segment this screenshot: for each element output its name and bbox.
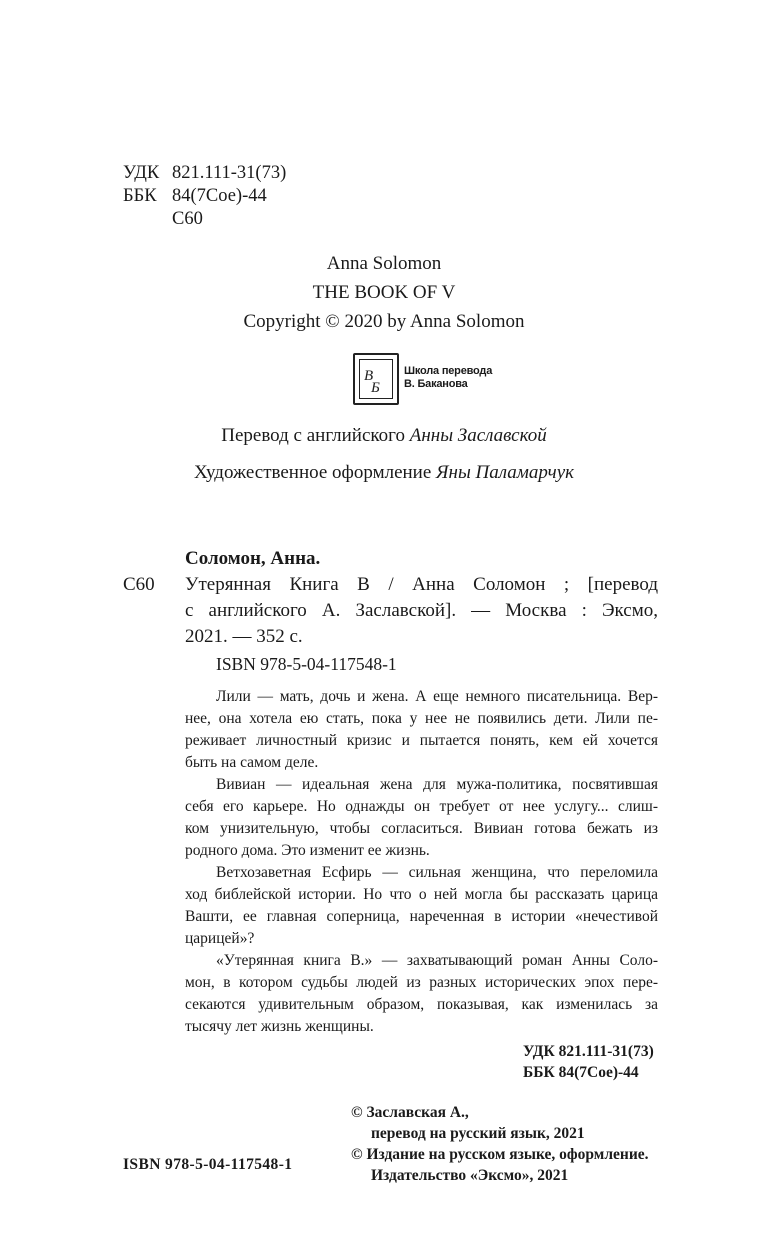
logo-glyph-top: В — [364, 368, 374, 384]
annotation-p4-l3: секаются удивительным образом, показывая, как изменилась за — [185, 996, 658, 1013]
original-author: Anna Solomon — [326, 253, 442, 274]
udk-value: 821.111-31(73) — [172, 163, 287, 183]
annotation-p3-l2: ход библейской истории. Но что о ней могла бы рассказать царица — [185, 886, 658, 903]
catalog-code: С60 — [123, 574, 155, 595]
annotation-p2-l3: ком унизительную, чтобы согласиться. Вивиан готова бежать из — [185, 820, 658, 837]
logo-line1: Школа перевода — [404, 365, 493, 377]
annotation-p3-l3: Вашти, ее главная соперница, нареченная в истории «нечестивой — [185, 908, 658, 925]
logo-line2: В. Баканова — [404, 378, 468, 390]
translation-credit — [0, 425, 768, 447]
annotation-p2-l1: Вивиан — идеальная жена для мужа-политика, посвятившая — [216, 776, 658, 793]
annotation-p1-l4: быть на самом деле. — [185, 754, 319, 771]
bbk-value: 84(7Сое)-44 — [172, 186, 267, 206]
annotation-p1-l3: реживает личностный кризис и пытается понять, кем ей хочется — [185, 732, 658, 749]
annotation-p4-l1: «Утерянная книга В.» — захватывающий роман Анны Соло- — [216, 952, 658, 969]
annotation-p2-l4: родного дома. Это изменит ее жизнь. — [185, 842, 430, 859]
bbk-label: ББК — [123, 186, 157, 206]
copyright-edition-l1: © Издание на русском языке, оформление. — [351, 1146, 649, 1163]
catalog-line-2: с английского А. Заславской]. — Москва : Эксмо, — [185, 600, 658, 621]
annotation-p3-l1: Ветхозаветная Есфирь — сильная женщина, что переломила — [216, 864, 658, 881]
udk-label: УДК — [123, 163, 160, 183]
annotation-p1-l1: Лили — мать, дочь и жена. А еще немного писательница. Вер- — [216, 688, 658, 705]
design-credit — [0, 462, 768, 484]
footer-bbk: ББК 84(7Сое)-44 — [523, 1064, 639, 1081]
footer-isbn: ISBN 978-5-04-117548-1 — [123, 1156, 293, 1173]
school-logo-text — [404, 365, 492, 391]
copyright-translation-l1: © Заславская А., — [351, 1104, 469, 1121]
translator-name: Анны Заславской — [409, 425, 547, 446]
annotation-p3-l4: царицей»? — [185, 930, 255, 947]
logo-glyph-bottom: Б — [371, 380, 380, 396]
copyright-translation-l2: перевод на русский язык, 2021 — [371, 1125, 585, 1142]
footer-udk: УДК 821.111-31(73) — [523, 1043, 654, 1060]
designer-name: Яны Паламарчук — [436, 462, 575, 483]
annotation-p4-l4: тысячу лет жизнь женщины. — [185, 1018, 374, 1035]
original-title: THE BOOK OF V — [312, 282, 456, 303]
translation-prefix: Перевод с английского — [221, 425, 405, 446]
design-prefix: Художественное оформление — [193, 462, 432, 483]
catalog-line-1: Утерянная Книга В / Анна Соломон ; [перевод — [185, 574, 658, 595]
original-copyright: Copyright © 2020 by Anna Solomon — [243, 311, 525, 332]
catalog-heading: Соломон, Анна. — [185, 548, 321, 569]
author-code: С60 — [172, 209, 203, 229]
catalog-isbn: ISBN 978-5-04-117548-1 — [216, 654, 397, 674]
school-logo-icon — [353, 353, 399, 405]
annotation-p4-l2: мон, в котором судьбы людей из разных исторических эпох пере- — [185, 974, 658, 991]
annotation-p1-l2: нее, она хотела ею стать, пока у нее не появились дети. Лили пе- — [185, 710, 658, 727]
annotation-p2-l2: себя его карьере. Но однажды он требует от нее услугу... слиш- — [185, 798, 658, 815]
catalog-line-3: 2021. — 352 с. — [185, 626, 303, 647]
copyright-edition-l2: Издательство «Эксмо», 2021 — [371, 1167, 569, 1184]
